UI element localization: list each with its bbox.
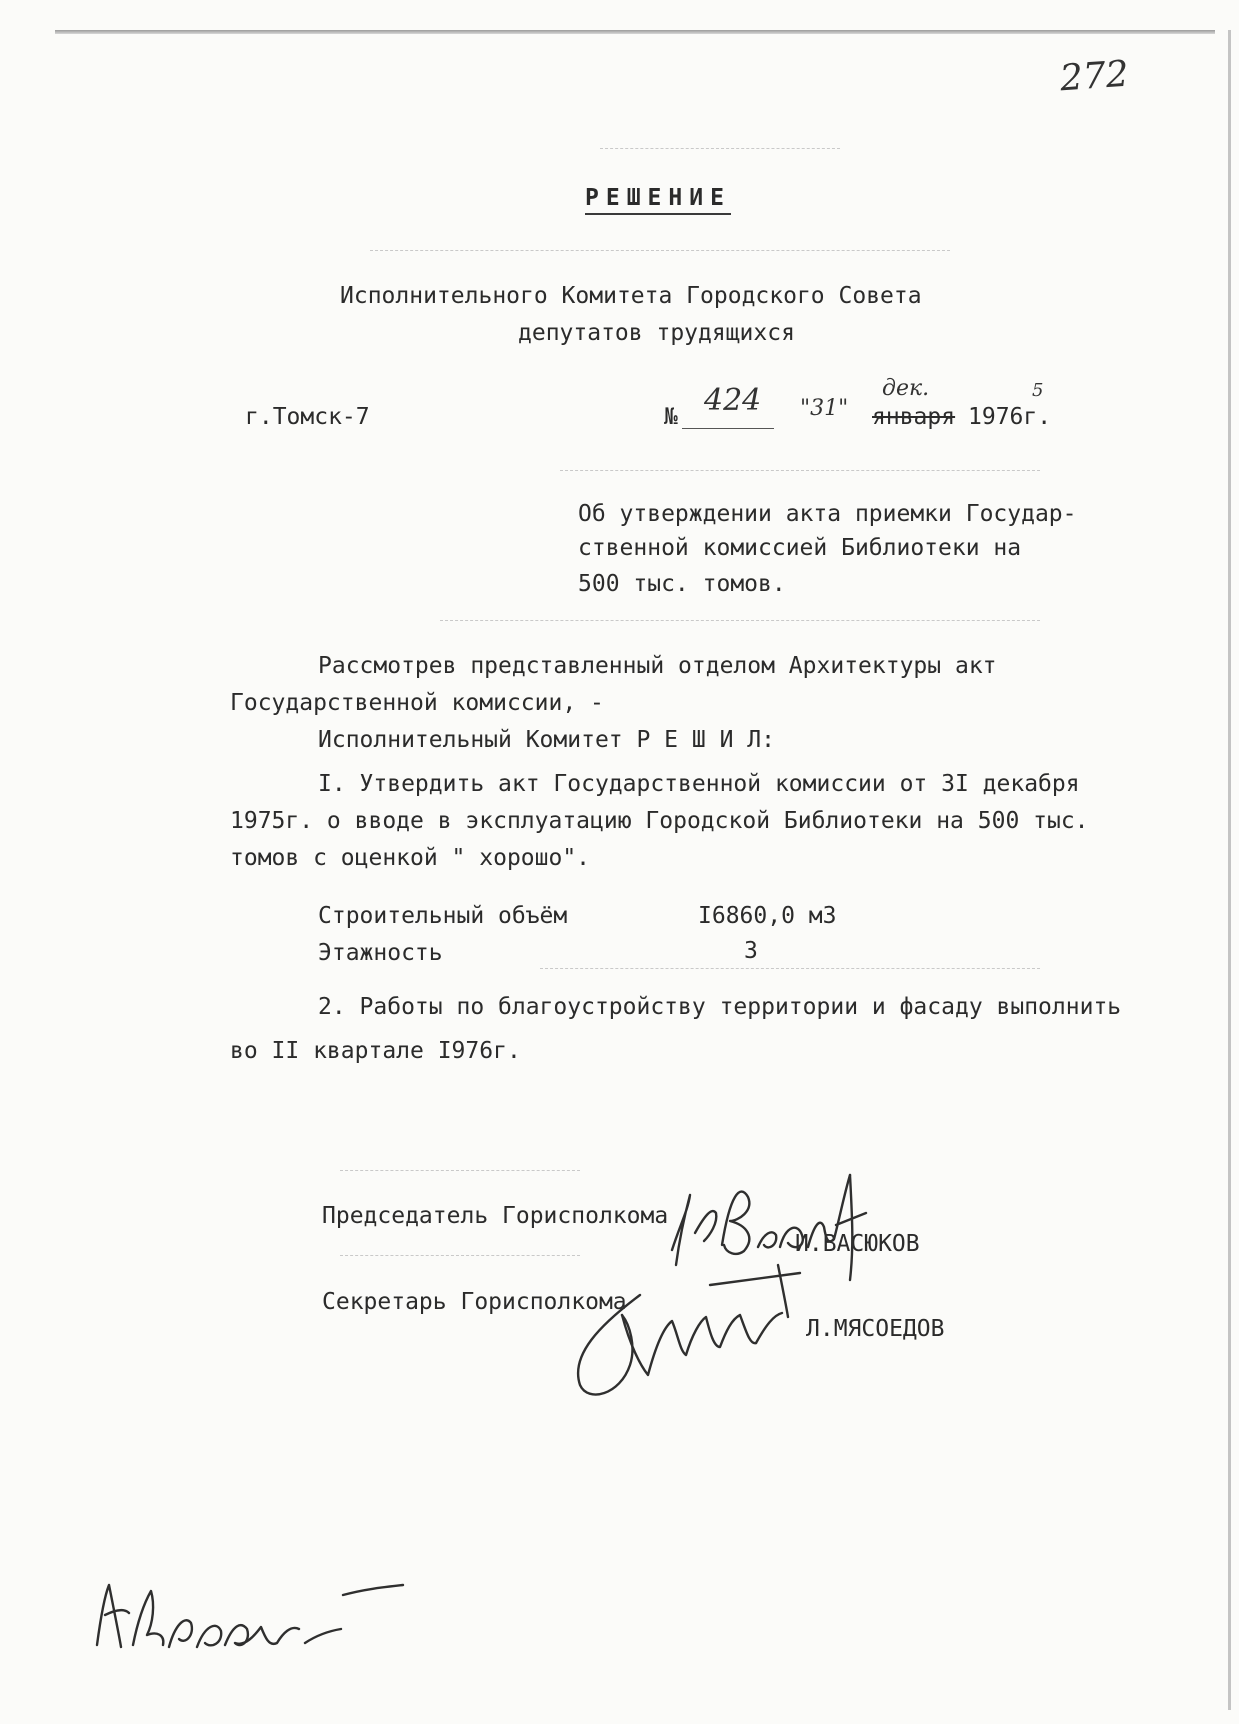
scan-artifact <box>600 148 840 149</box>
decision-number: 424 <box>704 383 762 418</box>
chair-title: Председатель Горисполкома <box>322 1203 669 1229</box>
subject-line-3: 500 тыс. томов. <box>578 571 786 597</box>
spec-volume-label: Строительный объём <box>318 903 568 929</box>
margin-signature-image <box>85 1565 405 1665</box>
scan-artifact <box>440 620 1040 621</box>
item1-line-3: томов с оценкой " хорошо". <box>230 845 591 871</box>
spec-floors-label: Этажность <box>318 940 443 966</box>
month-handwritten: дек. <box>882 376 930 401</box>
scan-top-edge <box>55 30 1215 34</box>
item1-line-2: 1975г. о вводе в эксплуатацию Городской Библиотеки на 500 тыс. <box>230 808 1089 834</box>
scan-artifact <box>340 1170 580 1171</box>
scan-artifact <box>560 470 1040 471</box>
body-p1-line-1: Рассмотрев представленный отделом Архитектуры акт <box>318 653 997 679</box>
scan-right-edge <box>1228 30 1231 1710</box>
scan-artifact <box>340 1255 580 1256</box>
archive-number: 272 <box>1058 53 1131 100</box>
item2-line-1: 2. Работы по благоустройству территории и фасаду выполнить <box>318 994 1122 1020</box>
month-printed: января <box>872 404 956 430</box>
subject-line-2: ственной комиссией Библиотеки на <box>578 535 1022 561</box>
scan-artifact <box>540 968 1040 969</box>
year-correction: 5 <box>1032 380 1044 401</box>
body-p1-line-2: Государственной комиссии, - <box>230 690 604 716</box>
item2-line-2: во II квартале I976г. <box>230 1038 521 1064</box>
number-underline <box>682 428 774 429</box>
issuer-line-1: Исполнительного Комитета Городского Совета <box>340 283 922 309</box>
place-label: г.Томск-7 <box>245 404 370 430</box>
item1-line-1: I. Утвердить акт Государственной комиссии от 3I декабря <box>318 771 1080 797</box>
secretary-title: Секретарь Горисполкома <box>322 1289 627 1315</box>
chair-name: И.ВАСЮКОВ <box>795 1231 920 1257</box>
decision-year: 1976г. <box>968 404 1052 430</box>
spec-volume-value: I6860,0 м3 <box>698 903 837 929</box>
number-sign: № <box>664 404 678 430</box>
decision-day: "31" <box>800 396 849 421</box>
body-p1-line-3: Исполнительный Комитет Р Е Ш И Л: <box>318 727 775 753</box>
secretary-name: Л.МЯСОЕДОВ <box>806 1316 945 1342</box>
spec-floors-value: 3 <box>744 938 758 964</box>
issuer-line-2: депутатов трудящихся <box>518 320 795 346</box>
subject-line-1: Об утверждении акта приемки Государ- <box>578 501 1077 527</box>
document-title: РЕШЕНИЕ <box>585 185 731 215</box>
scan-artifact <box>370 250 950 251</box>
secretary-signature-image <box>560 1255 860 1405</box>
